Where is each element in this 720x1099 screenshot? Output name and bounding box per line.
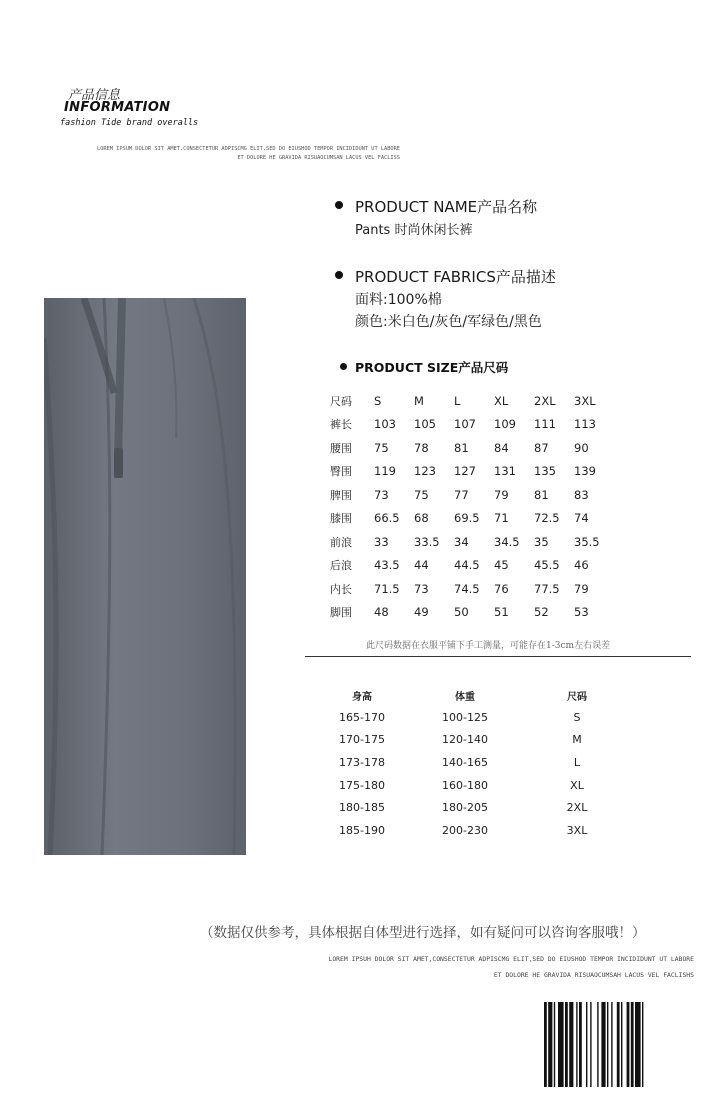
footer-lorem-line-1: LOREM IPSUH DOLOR SIT AMET,CONSECTETUR ADPISCMG ELIT,SED DO EIUSHOD TEMPOR INCIDIDUNT UT LABORE <box>328 955 694 963</box>
table-row <box>330 751 618 774</box>
header-subtitle: fashion Tide brand overalls <box>60 118 199 128</box>
table-cell: 51 <box>494 605 509 620</box>
table-cell: 180-205 <box>442 801 488 815</box>
table-cell: 35.5 <box>574 534 600 549</box>
pants-image <box>44 298 246 855</box>
bullet-icon <box>340 363 347 370</box>
barcode-bar <box>579 1002 582 1087</box>
size-table-header <box>330 389 614 413</box>
table-cell: 73 <box>374 487 389 502</box>
barcode-bar <box>597 1002 598 1087</box>
header-lorem-line-1: LOREM IPSUM DOLOR SIT AMET,CONSECTETUR ADPISCMG ELIT,SED DO EIUSHOD TEMPOR INCIDIDUNT UT LABORE <box>97 146 400 152</box>
barcode-bar <box>586 1002 587 1087</box>
table-row <box>330 819 618 842</box>
table-cell: 33.5 <box>414 534 440 549</box>
table-cell: 48 <box>374 605 389 620</box>
disclaimer: （数据仅供参考，具体根据自体型进行选择，如有疑问可以咨询客服哦！） <box>200 925 646 941</box>
table-cell: 87 <box>534 440 549 455</box>
table-cell: 44 <box>414 558 429 573</box>
row-label: 后浪 <box>330 559 352 573</box>
table-cell: 72.5 <box>534 511 560 526</box>
row-label: 脾围 <box>330 488 352 502</box>
size-col: M <box>414 393 424 408</box>
table-row <box>330 460 614 484</box>
table-cell: 81 <box>454 440 469 455</box>
table-row <box>330 601 614 625</box>
measurement-note: 此尺码数据在衣服平铺下手工测量，可能存在1-3cm左右误差 <box>366 641 611 651</box>
table-cell: 140-165 <box>442 755 488 769</box>
bullet-icon <box>335 271 343 279</box>
table-cell: L <box>573 755 581 769</box>
footer-lorem-line-2: ET DOLORE HE GRAVIDA RISUAOCUMSAH LACUS VEL FACLISHS <box>493 971 694 979</box>
table-cell: 180-185 <box>339 801 385 815</box>
table-row <box>330 507 614 531</box>
row-label: 腰围 <box>330 441 352 455</box>
table-cell: 120-140 <box>442 733 488 747</box>
barcode-bar <box>635 1002 641 1087</box>
header-size: 尺码 <box>567 691 587 703</box>
row-label: 前浪 <box>330 535 352 549</box>
table-cell: 81 <box>534 487 549 502</box>
barcode-bar <box>554 1002 555 1087</box>
table-cell: 50 <box>454 605 469 620</box>
table-row <box>330 577 614 601</box>
barcode-bar <box>611 1002 612 1087</box>
row-label: 臀围 <box>330 465 352 479</box>
barcode-bar <box>642 1002 643 1087</box>
header-title-cn: 产品信息 <box>68 88 121 103</box>
table-cell: 3XL <box>566 823 588 837</box>
barcode-bar <box>627 1002 630 1087</box>
barcode-bar <box>548 1002 552 1087</box>
table-cell: 76 <box>494 581 509 596</box>
barcode-bar <box>631 1002 634 1087</box>
table-cell: 66.5 <box>374 511 400 526</box>
product-photo <box>44 298 246 855</box>
fabric-line: 面料:100%棉 <box>355 292 442 308</box>
header-lorem-line-2: ET DOLORE HE GRAVIDA RISUAOCUMSAN LACUS VEL FACLISS <box>237 155 400 161</box>
table-row <box>330 729 618 752</box>
table-cell: 111 <box>534 417 556 432</box>
size-col: L <box>454 393 461 408</box>
table-cell: 79 <box>574 581 589 596</box>
table-cell: 43.5 <box>374 558 400 573</box>
size-col: XL <box>494 393 509 408</box>
table-cell: 109 <box>494 417 516 432</box>
table-cell: 170-175 <box>339 733 385 747</box>
product-name-value: Pants 时尚休闲长裤 <box>355 223 473 238</box>
table-cell: 75 <box>374 440 389 455</box>
table-cell: 35 <box>534 534 549 549</box>
table-cell: 135 <box>534 464 556 479</box>
table-cell: 185-190 <box>339 823 385 837</box>
size-col: S <box>374 393 382 408</box>
table-row <box>330 774 618 797</box>
row-label: 裤长 <box>330 418 352 432</box>
header-lorem <box>60 145 400 163</box>
product-fabrics-title: PRODUCT FABRICS产品描述 <box>355 268 556 286</box>
barcode-bar <box>621 1002 622 1087</box>
table-cell: 84 <box>494 440 509 455</box>
table-cell: 33 <box>374 534 389 549</box>
divider <box>305 656 691 657</box>
table-cell: 75 <box>414 487 429 502</box>
size-table <box>330 389 614 624</box>
table-row <box>330 530 614 554</box>
table-cell: 74.5 <box>454 581 480 596</box>
size-recommend-table <box>330 684 618 842</box>
table-cell: 68 <box>414 511 429 526</box>
table-cell: 71 <box>494 511 509 526</box>
table-cell: 113 <box>574 417 596 432</box>
table-cell: 34.5 <box>494 534 520 549</box>
barcode-bar <box>601 1002 605 1087</box>
table-cell: 123 <box>414 464 436 479</box>
table-cell: 127 <box>454 464 476 479</box>
size-header-label: 尺码 <box>330 394 352 408</box>
table-cell: 79 <box>494 487 509 502</box>
header-weight: 体重 <box>455 691 475 703</box>
row-label: 脚围 <box>330 606 352 620</box>
table-cell: 52 <box>534 605 549 620</box>
table-cell: 77.5 <box>534 581 560 596</box>
table-cell: M <box>572 733 582 747</box>
table-cell: 131 <box>494 464 516 479</box>
table-cell: 90 <box>574 440 589 455</box>
table-cell: 2XL <box>566 801 588 815</box>
table-row <box>330 554 614 578</box>
product-name-title: PRODUCT NAME产品名称 <box>355 198 538 216</box>
table-row <box>330 796 618 819</box>
size-col: 3XL <box>574 393 596 408</box>
table-cell: 53 <box>574 605 589 620</box>
row-label: 膝围 <box>330 512 352 526</box>
recommend-header <box>330 684 618 706</box>
table-cell: 139 <box>574 464 596 479</box>
barcode-bar <box>558 1002 564 1087</box>
header-title-en: INFORMATION <box>64 100 171 115</box>
table-cell: 45 <box>494 558 509 573</box>
table-cell: XL <box>570 778 584 792</box>
color-line: 颜色:米白色/灰色/军绿色/黑色 <box>355 314 542 330</box>
table-cell: 175-180 <box>339 778 385 792</box>
barcode-bar <box>544 1002 547 1087</box>
table-cell: 73 <box>414 581 429 596</box>
table-cell: 107 <box>454 417 476 432</box>
table-cell: 45.5 <box>534 558 560 573</box>
table-cell: 200-230 <box>442 823 488 837</box>
barcode-bar <box>590 1002 591 1087</box>
table-cell: 173-178 <box>339 755 385 769</box>
table-cell: 49 <box>414 605 429 620</box>
barcode-bar <box>565 1002 568 1087</box>
barcode-bar <box>607 1002 608 1087</box>
table-cell: 105 <box>414 417 436 432</box>
header-height: 身高 <box>352 691 372 703</box>
barcode-bar <box>617 1002 620 1087</box>
table-row <box>330 413 614 437</box>
table-cell: 71.5 <box>374 581 400 596</box>
table-row <box>330 436 614 460</box>
table-cell: 46 <box>574 558 589 573</box>
barcode-bar <box>576 1002 577 1087</box>
table-cell: 119 <box>374 464 396 479</box>
barcode-icon <box>544 1002 692 1087</box>
size-col: 2XL <box>534 393 556 408</box>
table-cell: 77 <box>454 487 469 502</box>
table-row <box>330 706 618 729</box>
table-cell: 44.5 <box>454 558 480 573</box>
product-size-title: PRODUCT SIZE产品尺码 <box>355 360 509 375</box>
table-cell: 74 <box>574 511 589 526</box>
row-label: 内长 <box>330 582 352 596</box>
table-cell: 100-125 <box>442 710 488 724</box>
barcode-bar <box>569 1002 573 1087</box>
table-cell: 78 <box>414 440 429 455</box>
table-cell: S <box>573 710 581 724</box>
table-cell: 34 <box>454 534 469 549</box>
table-row <box>330 483 614 507</box>
table-cell: 160-180 <box>442 778 488 792</box>
table-cell: 103 <box>374 417 396 432</box>
table-cell: 165-170 <box>339 710 385 724</box>
table-cell: 69.5 <box>454 511 480 526</box>
table-cell: 83 <box>574 487 589 502</box>
bullet-icon <box>335 201 343 209</box>
footer-lorem <box>270 951 694 983</box>
